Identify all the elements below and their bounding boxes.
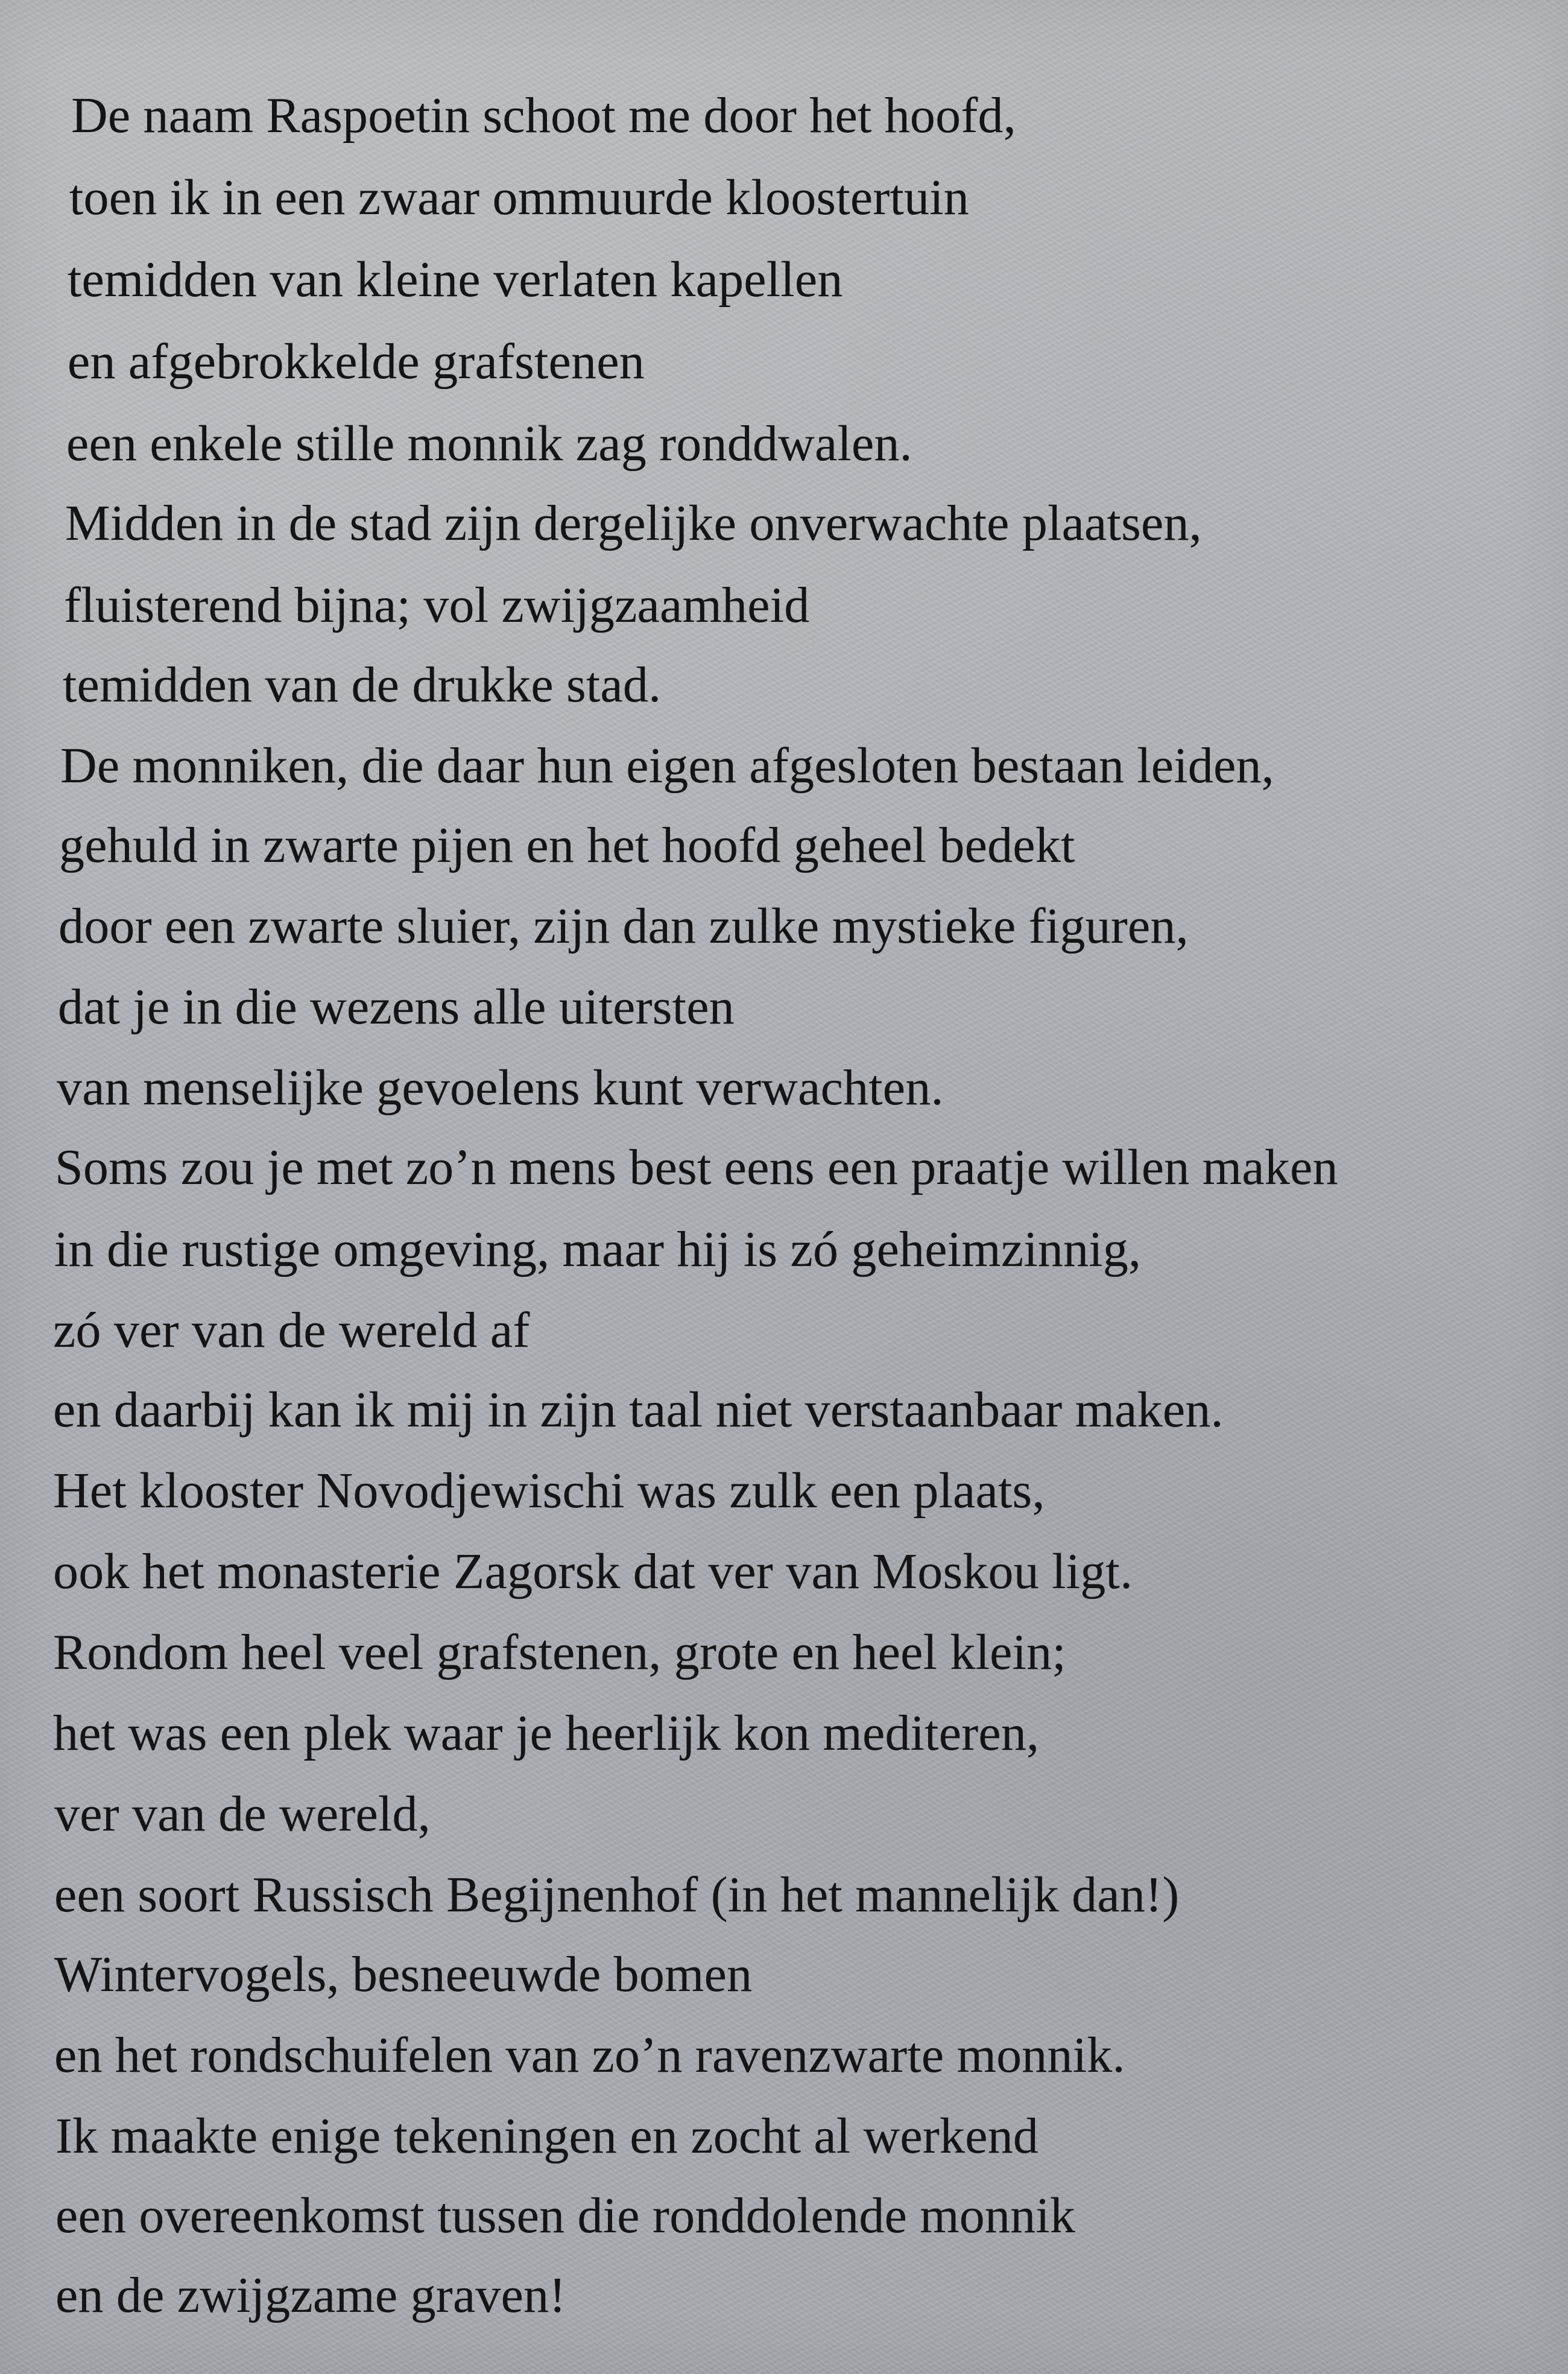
poem-line: en de zwijgzame graven! bbox=[55, 2267, 566, 2323]
poem-line: dat je in die wezens alle uitersten bbox=[58, 979, 735, 1035]
poem-line: en daarbij kan ik mij in zijn taal niet verstaanbaar maken. bbox=[53, 1382, 1224, 1438]
poem-line: De monniken, die daar hun eigen afgesloten bestaan leiden, bbox=[60, 738, 1274, 794]
poem-line: temidden van kleine verlaten kapellen bbox=[68, 252, 843, 308]
poem-line: fluisterend bijna; vol zwijgzaamheid bbox=[64, 577, 810, 633]
poem-line: zó ver van de wereld af bbox=[53, 1302, 530, 1358]
poem-line: een overeenkomst tussen die ronddolende monnik bbox=[55, 2188, 1076, 2244]
poem-line: ook het monasterie Zagorsk dat ver van Moskou ligt. bbox=[53, 1543, 1133, 1600]
poem-line: een enkele stille monnik zag ronddwalen. bbox=[66, 416, 912, 472]
poem-line: van menselijke gevoelens kunt verwachten. bbox=[57, 1060, 944, 1116]
poem-line: en het rondschuifelen van zo’n ravenzwarte monnik. bbox=[54, 2027, 1125, 2083]
poem-line: ver van de wereld, bbox=[54, 1786, 431, 1842]
poem-line: temidden van de drukke stad. bbox=[63, 657, 662, 713]
poem-line: Wintervogels, besneeuwde bomen bbox=[54, 1946, 753, 2002]
poem-line: gehuld in zwarte pijen en het hoofd geheel bedekt bbox=[59, 817, 1075, 873]
poem-line: Het klooster Novodjewischi was zulk een plaats, bbox=[53, 1463, 1045, 1519]
poem-line: Soms zou je met zo’n mens best eens een praatje willen maken bbox=[55, 1139, 1338, 1195]
poem-line: in die rustige omgeving, maar hij is zó geheimzinnig, bbox=[54, 1221, 1142, 1277]
poem-line: Ik maakte enige tekeningen en zocht al werkend bbox=[55, 2108, 1039, 2164]
poem-line: Rondom heel veel grafstenen, grote en heel klein; bbox=[53, 1624, 1066, 1680]
poem-line: De naam Raspoetin schoot me door het hoofd, bbox=[71, 87, 1016, 144]
poem-line: een soort Russisch Begijnenhof (in het mannelijk dan!) bbox=[54, 1867, 1180, 1923]
poem-line: Midden in de stad zijn dergelijke onverwachte plaatsen, bbox=[65, 495, 1202, 551]
poem-line: door een zwarte sluier, zijn dan zulke mystieke figuren, bbox=[58, 898, 1189, 954]
poem-line: toen ik in een zwaar ommuurde kloostertuin bbox=[69, 169, 969, 226]
poem-line: en afgebrokkelde grafstenen bbox=[68, 334, 645, 390]
poem-line: het was een plek waar je heerlijk kon mediteren, bbox=[53, 1705, 1040, 1761]
